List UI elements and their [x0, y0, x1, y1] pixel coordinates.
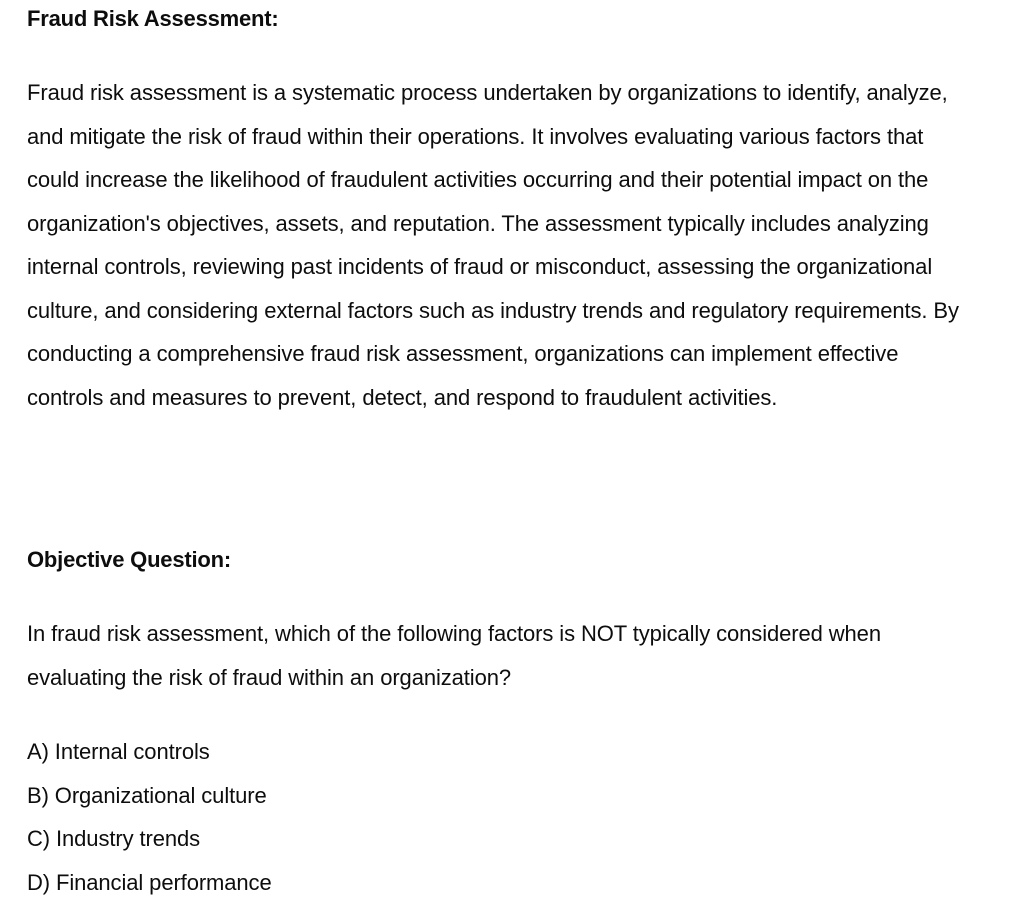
answer-option-b: B) Organizational culture	[27, 774, 272, 818]
section-heading-fraud-risk: Fraud Risk Assessment:	[27, 0, 279, 38]
description-paragraph: Fraud risk assessment is a systematic process undertaken by organizations to identify, analyze, and mitigate the risk of fraud within their operations. It involves evaluating various factors that could increase the likelihood of fraudulent activities occurring and their potential impact on the organization's objectives, assets, and reputation. The assessment typically includes analyzing internal controls, reviewing past incidents of fraud or misconduct, assessing the organizational culture, and considering external factors such as industry trends and regulatory requirements. By conducting a comprehensive fraud risk assessment, organizations can implement effective controls and measures to prevent, detect, and respond to fraudulent activities.	[27, 71, 972, 419]
answer-option-c: C) Industry trends	[27, 817, 272, 861]
answer-option-a: A) Internal controls	[27, 730, 272, 774]
answer-options-list	[27, 730, 272, 904]
section-heading-objective-question: Objective Question:	[27, 541, 231, 579]
answer-option-d: D) Financial performance	[27, 861, 272, 904]
question-text: In fraud risk assessment, which of the following factors is NOT typically considered when evaluating the risk of fraud within an organization?	[27, 612, 972, 699]
